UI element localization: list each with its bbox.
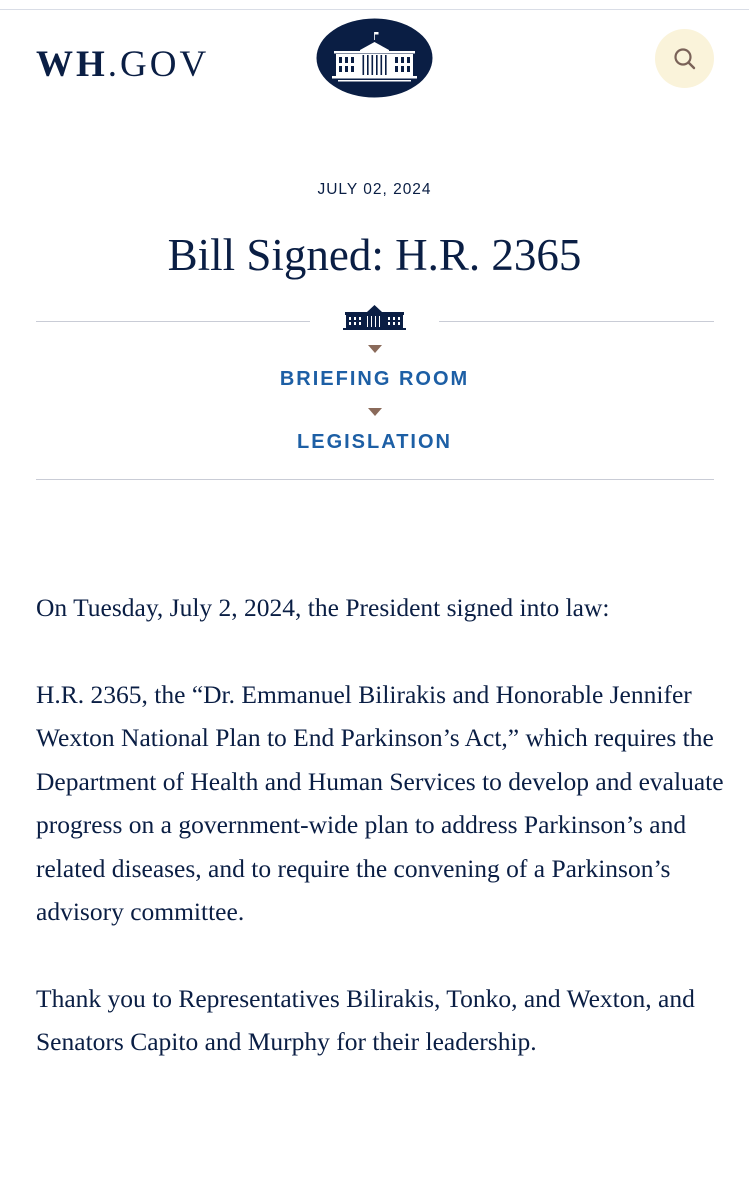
paragraph-intro: On Tuesday, July 2, 2024, the President signed into law: — [36, 593, 610, 622]
breadcrumb-briefing-room[interactable]: BRIEFING ROOM — [279, 368, 470, 390]
article-date: JULY 02, 2024 — [317, 181, 432, 198]
page-title: Bill Signed: H.R. 2365 — [167, 230, 582, 280]
search-icon — [672, 46, 698, 72]
article-body — [36, 586, 726, 1107]
site-logo-link[interactable] — [36, 46, 209, 83]
logo-wh: WH — [36, 44, 108, 85]
divider-bottom — [36, 479, 714, 480]
caret-down-icon — [368, 345, 382, 353]
paragraph-thanks: Thank you to Representatives Bilirakis, Tonko, and Wexton, and Senators Capito and Murphy for their leadership. — [36, 983, 695, 1056]
divider-left — [36, 321, 310, 322]
white-house-building-icon — [343, 302, 406, 332]
search-button[interactable] — [655, 29, 714, 88]
site-header — [0, 10, 749, 120]
breadcrumb-legislation[interactable]: LEGISLATION — [297, 431, 452, 453]
paragraph-bill: H.R. 2365, the “Dr. Emmanuel Bilirakis and Honorable Jennifer Wexton National Plan to End Parkinson’s Act,” which requires the Department of Health and Human Services to develop and evaluate progress on a government-wide plan to address Parkinson’s and related diseases, and to require the convening of a Parkinson’s advisory committee. — [36, 679, 724, 926]
logo-gov: .GOV — [107, 44, 210, 85]
caret-down-icon — [368, 408, 382, 416]
divider-right — [439, 321, 714, 322]
white-house-seal-icon[interactable] — [316, 18, 433, 98]
